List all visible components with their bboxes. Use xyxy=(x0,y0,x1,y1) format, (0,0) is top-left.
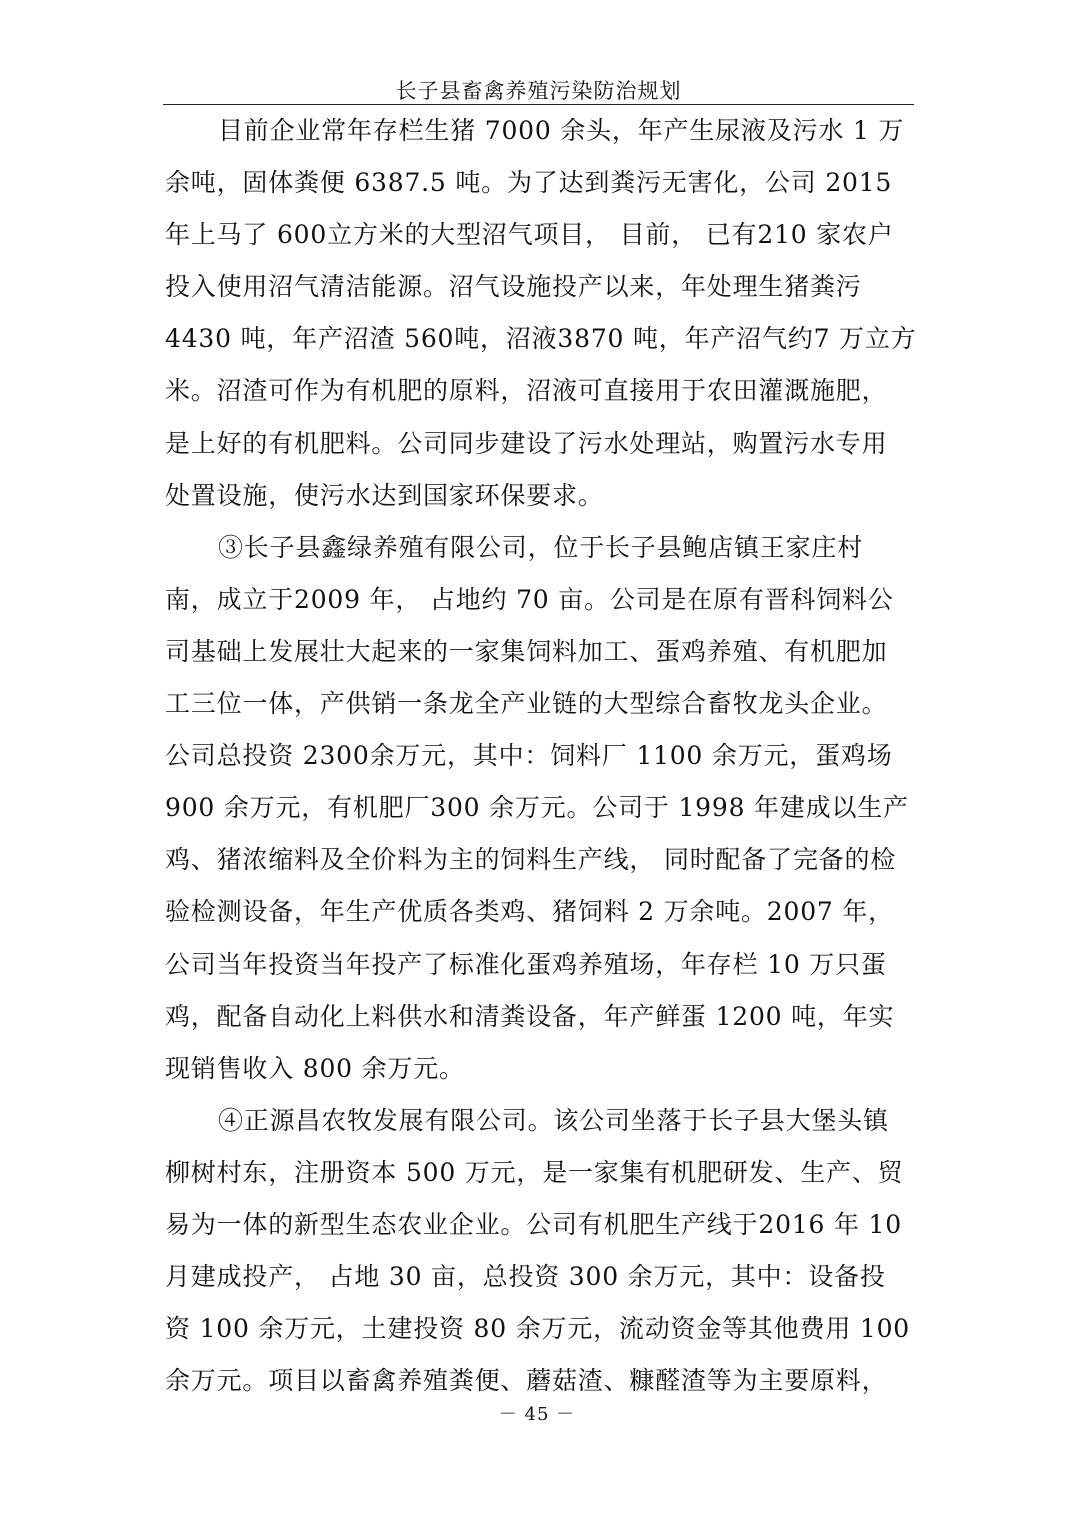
text-line: ③长子县鑫绿养殖有限公司，位于长子县鲍店镇王家庄村 xyxy=(218,532,864,562)
text-line: 目前企业常年存栏生猪 7000 余头，年产生尿液及污水 1 万 xyxy=(218,116,905,145)
text-line: 南，成立于2009 年， 占地约 70 亩。公司是在原有晋科饲料公 xyxy=(165,584,894,614)
text-line: 余万元。项目以畜禽养殖粪便、蘑菇渣、糠醛渣等为主要原料， xyxy=(165,1366,888,1396)
text-line: 资 100 余万元，土建投资 80 余万元，流动资金等其他费用 100 xyxy=(165,1314,910,1344)
text-line: 4430 吨，年产沼渣 560吨，沼液3870 吨，年产沼气约7 万立方 xyxy=(165,324,917,354)
running-header: 长子县畜禽养殖污染防治规划 xyxy=(395,79,682,103)
text-line: 余吨，固体粪便 6387.5 吨。为了达到粪污无害化，公司 2015 xyxy=(165,168,893,198)
text-line: 司基础上发展壮大起来的一家集饲料加工、蛋鸡养殖、有机肥加 xyxy=(165,636,888,666)
text-line: 年上马了 600立方米的大型沼气项目， 目前， 已有210 家农户 xyxy=(165,220,894,250)
text-line: 处置设施，使污水达到国家环保要求。 xyxy=(165,480,604,510)
text-line: 易为一体的新型生态农业企业。公司有机肥生产线于2016 年 10 xyxy=(165,1209,902,1239)
text-line: 公司当年投资当年投产了标准化蛋鸡养殖场，年存栏 10 万只蛋 xyxy=(165,949,887,979)
text-line: 现销售收入 800 余万元。 xyxy=(165,1053,465,1083)
text-line: 月建成投产， 占地 30 亩，总投资 300 余万元，其中：设备投 xyxy=(165,1262,886,1292)
body-text xyxy=(165,105,917,1407)
text-line: 鸡、猪浓缩料及全价料为主的饲料生产线， 同时配备了完备的检 xyxy=(165,845,897,875)
text-line: 900 余万元，有机肥厂300 余万元。公司于 1998 年建成以生产 xyxy=(165,793,909,823)
text-line: 投入使用沼气清洁能源。沼气设施投产以来，年处理生猪粪污 xyxy=(165,272,862,302)
text-line: ④正源昌农牧发展有限公司。该公司坐落于长子县大堡头镇 xyxy=(218,1105,889,1135)
page-number: － 45 － xyxy=(498,1404,576,1425)
text-line: 鸡，配备自动化上料供水和清粪设备，年产鲜蛋 1200 吨，年实 xyxy=(165,1001,895,1031)
text-line: 柳树村东，注册资本 500 万元，是一家集有机肥研发、生产、贸 xyxy=(165,1157,904,1187)
text-line: 米。沼渣可作为有机肥的原料，沼液可直接用于农田灌溉施肥， xyxy=(165,376,888,406)
text-line: 验检测设备，年生产优质各类鸡、猪饲料 2 万余吨。2007 年， xyxy=(165,897,894,927)
text-line: 公司总投资 2300余万元，其中：饲料厂 1100 余万元，蛋鸡场 xyxy=(165,741,893,771)
text-line: 是上好的有机肥料。公司同步建设了污水处理站，购置污水专用 xyxy=(165,428,888,458)
text-line: 工三位一体，产供销一条龙全产业链的大型综合畜牧龙头企业。 xyxy=(165,689,888,719)
